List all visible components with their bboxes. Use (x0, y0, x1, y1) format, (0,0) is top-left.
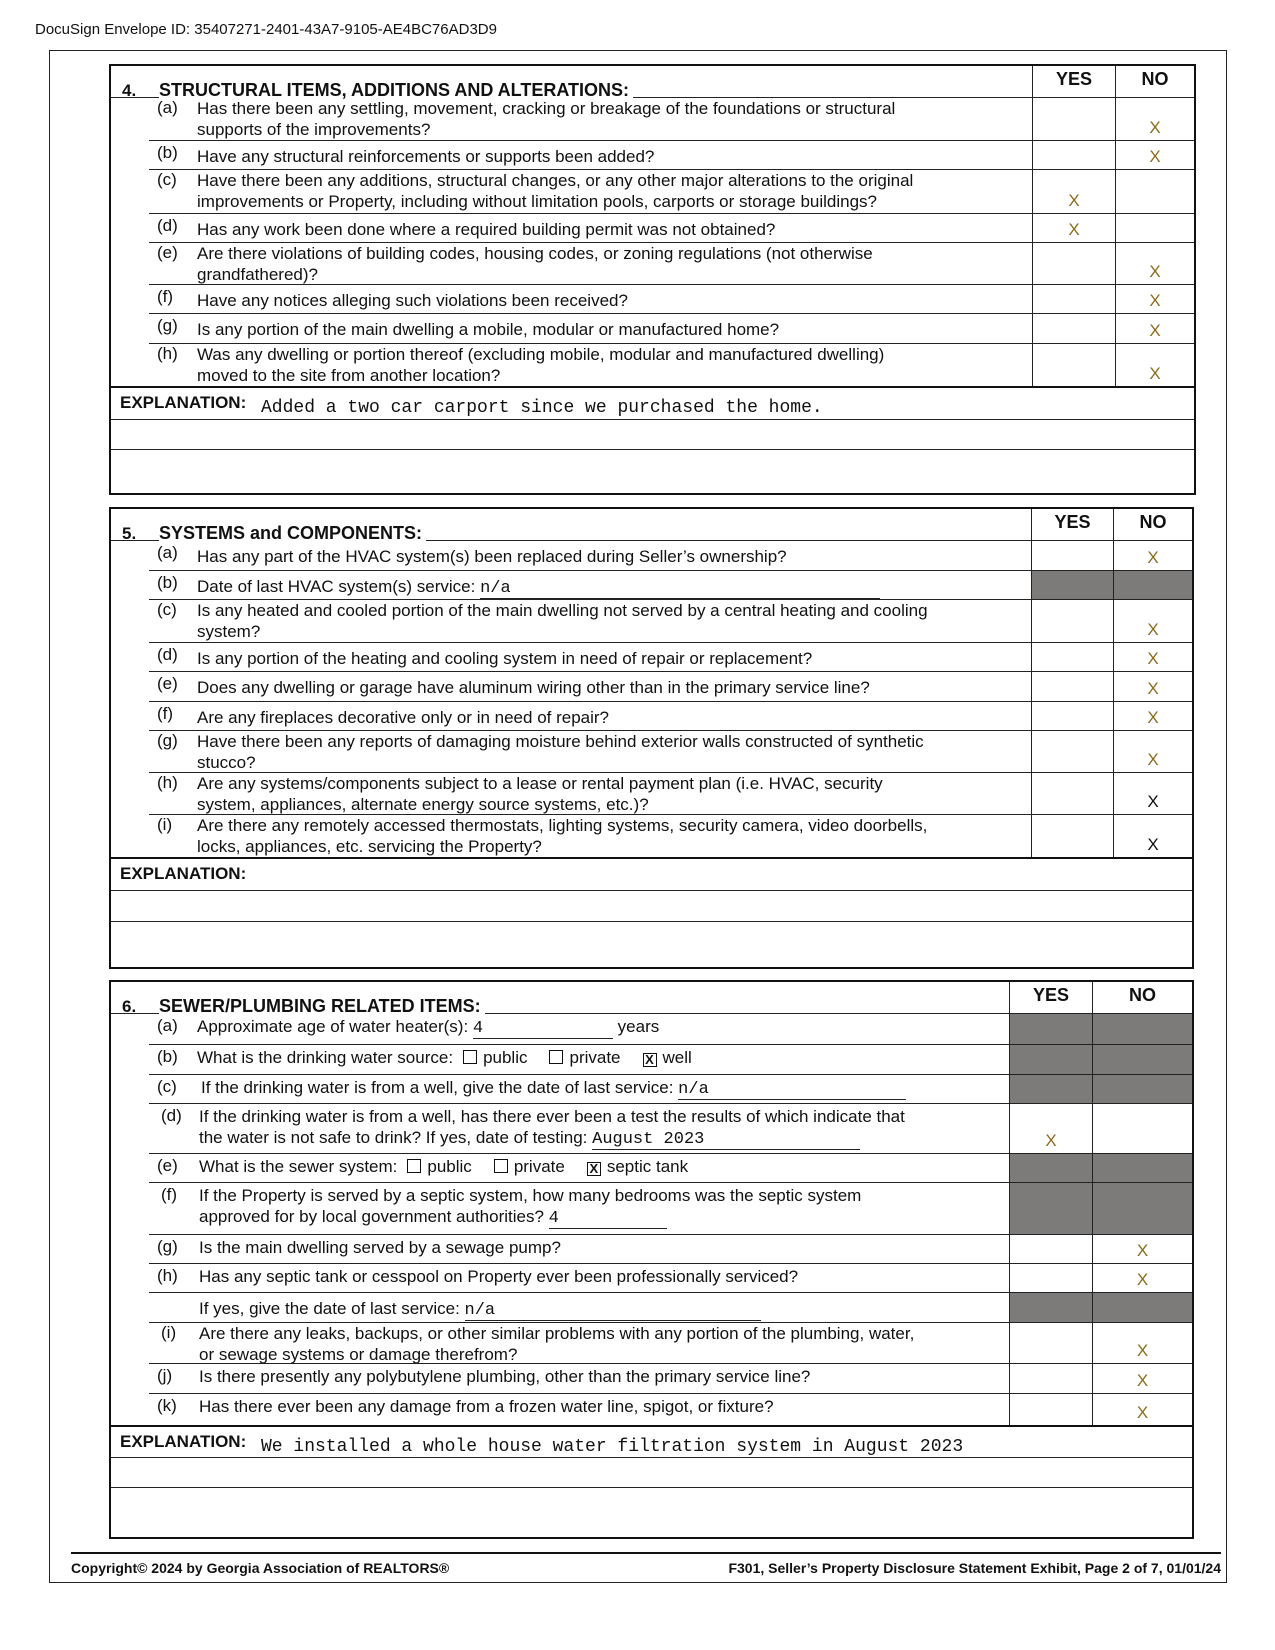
yes-cell[interactable] (1032, 285, 1115, 313)
no-mark: X (1147, 792, 1159, 811)
no-mark: X (1147, 750, 1159, 769)
yes-column-header: YES (1032, 66, 1115, 97)
item-question: What is the sewer system: public private X septic tank (199, 1157, 689, 1176)
no-cell[interactable] (1092, 1323, 1192, 1363)
item-letter: (g) (157, 731, 178, 750)
s6-item-c (149, 1075, 1192, 1104)
yes-cell[interactable] (1009, 1394, 1092, 1425)
item-question: Is any heated and cooled portion of the main dwelling not served by a central heating and cooling system? (197, 601, 928, 641)
item-letter: (i) (157, 815, 173, 834)
s6-item-i (149, 1323, 1192, 1364)
septic-service-date-field[interactable]: n/a (465, 1302, 761, 1321)
no-mark: X (1149, 291, 1161, 310)
checkbox-septic-checked[interactable]: X (587, 1162, 601, 1176)
yes-cell[interactable] (1032, 98, 1115, 140)
section-6-explanation-text[interactable]: We installed a whole house water filtration system in August 2023 (261, 1437, 964, 1457)
item-letter: (h) (157, 773, 178, 792)
no-cell (1113, 571, 1192, 599)
s6-item-h-date (149, 1293, 1192, 1323)
no-mark: X (1136, 1241, 1149, 1260)
yes-cell[interactable] (1032, 141, 1115, 169)
yes-cell (1009, 1045, 1092, 1074)
no-mark: X (1149, 118, 1161, 137)
item-question: If the Property is served by a septic system, how many bedrooms was the septic system approved for by local government authorities? 4 (199, 1186, 862, 1228)
yes-cell[interactable] (1032, 314, 1115, 343)
yes-cell[interactable] (1009, 1323, 1092, 1363)
checkbox-private[interactable] (494, 1159, 508, 1173)
no-cell[interactable] (1092, 1235, 1192, 1263)
no-cell[interactable] (1115, 285, 1194, 313)
envelope-id: DocuSign Envelope ID: 35407271-2401-43A7-9105-AE4BC76AD3D9 (35, 21, 497, 38)
s5-item-h (149, 773, 1192, 815)
section-5-header (111, 509, 1192, 541)
item-letter: (d) (161, 1106, 182, 1125)
no-cell (1092, 1154, 1192, 1182)
s5-item-b (149, 571, 1192, 600)
item-question: Has any part of the HVAC system(s) been replaced during Seller’s ownership? (197, 547, 787, 566)
item-letter: (d) (157, 645, 178, 664)
explanation-line (111, 1457, 1192, 1458)
item-letter: (e) (157, 1156, 178, 1175)
item-letter: (g) (157, 316, 178, 335)
explanation-label: EXPLANATION: (120, 393, 247, 412)
no-cell[interactable] (1115, 141, 1194, 169)
item-letter: (g) (157, 1237, 178, 1256)
yes-cell[interactable] (1009, 1264, 1092, 1292)
item-letter: (h) (157, 1266, 178, 1285)
section-6-number: 6. (122, 997, 137, 1016)
no-cell[interactable] (1113, 731, 1192, 772)
item-letter: (f) (157, 704, 174, 723)
item-question: Have there been any reports of damaging moisture behind exterior walls constructed of synthetic stucco? (197, 732, 924, 772)
s4-item-h (149, 344, 1194, 386)
yes-cell (1009, 1014, 1092, 1044)
s6-item-j (149, 1364, 1192, 1394)
item-question: If the drinking water is from a well, has there ever been a test the results of which indicate that the water is not safe to drink? If yes, date of testing: August 2023 (199, 1107, 905, 1149)
explanation-line (111, 1487, 1192, 1488)
no-mark: X (1136, 1341, 1149, 1360)
item-question: Was any dwelling or portion thereof (excluding mobile, modular and manufactured dwelling) moved to the site from another location? (197, 345, 885, 385)
checkbox-public[interactable] (463, 1050, 477, 1064)
item-question: Is any portion of the heating and cooling system in need of repair or replacement? (197, 649, 813, 668)
section-4-explanation (111, 386, 1194, 481)
item-question: Are any fireplaces decorative only or in need of repair? (197, 708, 610, 727)
s6-item-g (149, 1235, 1192, 1264)
no-cell (1092, 1183, 1192, 1234)
no-mark: X (1136, 1403, 1149, 1422)
no-column-header: NO (1115, 66, 1194, 97)
yes-cell[interactable] (1032, 170, 1115, 213)
no-cell[interactable] (1092, 1104, 1192, 1153)
no-mark: X (1149, 321, 1161, 340)
section-4-number: 4. (122, 81, 137, 100)
item-question: Have there been any additions, structural changes, or any other major alterations to the original improvements or Property, including without limitation pools, carports or storage buildings? (197, 171, 914, 211)
no-cell (1092, 1014, 1192, 1044)
item-question: Approximate age of water heater(s): 4 years (197, 1017, 660, 1038)
item-letter: (f) (161, 1185, 178, 1204)
s4-item-f (149, 285, 1194, 314)
item-letter: (a) (157, 1016, 178, 1035)
yes-cell[interactable] (1031, 541, 1113, 570)
item-letter: (h) (157, 344, 178, 363)
item-question: Has any work been done where a required building permit was not obtained? (197, 220, 776, 239)
item-question: If yes, give the date of last service: n/a (199, 1298, 761, 1321)
no-cell[interactable] (1115, 170, 1194, 213)
item-question: Has there been any settling, movement, cracking or breakage of the foundations or structural supports of the improvements? (197, 99, 896, 139)
no-cell (1092, 1045, 1192, 1074)
no-column-header: NO (1113, 509, 1192, 540)
no-mark: X (1147, 620, 1159, 639)
hvac-service-date-field[interactable]: n/a (480, 580, 880, 599)
item-letter: (i) (161, 1323, 177, 1342)
yes-cell[interactable] (1032, 243, 1115, 284)
well-service-date-field[interactable]: n/a (678, 1081, 906, 1100)
yes-mark: X (1068, 191, 1080, 210)
item-question: What is the drinking water source: public private X well (197, 1048, 692, 1067)
no-cell[interactable] (1115, 243, 1194, 284)
item-question: Is any portion of the main dwelling a mobile, modular or manufactured home? (197, 320, 780, 339)
yes-cell[interactable] (1009, 1364, 1092, 1393)
no-cell[interactable] (1113, 773, 1192, 814)
no-mark: X (1147, 649, 1159, 668)
section-5 (109, 507, 1194, 969)
water-heater-age-field[interactable]: 4 (473, 1020, 613, 1039)
no-cell[interactable] (1115, 314, 1194, 343)
yes-mark: X (1068, 220, 1080, 239)
s6-item-e (149, 1154, 1192, 1183)
section-4-header (111, 66, 1194, 98)
no-cell[interactable] (1115, 98, 1194, 140)
explanation-line (111, 921, 1192, 922)
no-mark: X (1147, 548, 1159, 567)
no-cell[interactable] (1113, 643, 1192, 671)
item-question: Has any septic tank or cesspool on Property ever been professionally serviced? (199, 1267, 799, 1286)
section-6 (109, 980, 1194, 1539)
yes-cell[interactable] (1031, 672, 1113, 701)
item-question: Are there violations of building codes, housing codes, or zoning regulations (not otherwise grandfathered)? (197, 244, 873, 284)
s6-item-d (149, 1104, 1192, 1154)
s6-item-k (149, 1394, 1192, 1425)
no-mark: X (1147, 708, 1159, 727)
s5-item-c (149, 600, 1192, 643)
no-cell[interactable] (1113, 702, 1192, 730)
no-cell[interactable] (1113, 672, 1192, 701)
item-letter: (f) (157, 287, 174, 306)
yes-cell[interactable] (1031, 702, 1113, 730)
no-mark: X (1136, 1270, 1149, 1289)
item-question: Date of last HVAC system(s) service: n/a (197, 576, 880, 599)
s4-item-g (149, 314, 1194, 344)
item-question: Is there presently any polybutylene plumbing, other than the primary service line? (199, 1367, 811, 1386)
no-cell[interactable] (1092, 1394, 1192, 1425)
yes-column-header: YES (1031, 509, 1113, 540)
no-cell[interactable] (1113, 600, 1192, 642)
section-4-explanation-text[interactable]: Added a two car carport since we purchased the home. (261, 398, 823, 418)
section-4 (109, 64, 1196, 495)
item-letter: (b) (157, 1047, 178, 1066)
explanation-label: EXPLANATION: (120, 864, 247, 883)
s6-item-f (149, 1183, 1192, 1235)
footer (71, 1552, 1221, 1576)
s5-item-a (149, 541, 1192, 571)
item-question: Are any systems/components subject to a lease or rental payment plan (i.e. HVAC, security system, appliances, alternate energy source systems, etc.)? (197, 774, 883, 814)
checkbox-private[interactable] (549, 1050, 563, 1064)
explanation-line (111, 419, 1194, 420)
item-letter: (b) (157, 143, 178, 162)
no-cell[interactable] (1113, 815, 1192, 857)
item-letter: (j) (157, 1366, 173, 1385)
no-cell (1092, 1075, 1192, 1103)
item-question: Has there ever been any damage from a frozen water line, spigot, or fixture? (199, 1397, 774, 1416)
s5-item-g (149, 731, 1192, 773)
no-cell[interactable] (1115, 214, 1194, 242)
s6-item-h (149, 1264, 1192, 1293)
item-letter: (d) (157, 216, 178, 235)
no-cell[interactable] (1115, 344, 1194, 386)
s4-item-e (149, 243, 1194, 285)
item-letter: (c) (157, 1077, 177, 1096)
yes-cell[interactable] (1031, 773, 1113, 814)
section-6-header (111, 982, 1192, 1014)
yes-cell (1031, 571, 1113, 599)
water-test-date-field[interactable]: August 2023 (592, 1131, 860, 1150)
item-letter: (a) (157, 543, 178, 562)
s5-item-i (149, 815, 1192, 857)
item-question: Are there any remotely accessed thermostats, lighting systems, security camera, video doorbells, locks, appliances, etc. servicing the Property? (197, 816, 928, 856)
septic-bedrooms-field[interactable]: 4 (549, 1210, 667, 1229)
checkbox-public[interactable] (407, 1159, 421, 1173)
yes-cell (1009, 1183, 1092, 1234)
no-mark: X (1147, 835, 1159, 854)
yes-cell (1009, 1293, 1092, 1322)
item-question: Are there any leaks, backups, or other similar problems with any portion of the plumbing, water, or sewage systems or damage therefrom? (199, 1324, 915, 1364)
no-mark: X (1149, 364, 1161, 383)
yes-cell[interactable] (1032, 214, 1115, 242)
section-5-explanation (111, 857, 1192, 953)
yes-cell[interactable] (1009, 1104, 1092, 1153)
footer-copyright: Copyright© 2024 by Georgia Association of REALTORS® (71, 1560, 450, 1576)
item-question: Does any dwelling or garage have aluminum wiring other than in the primary service line? (197, 678, 870, 697)
yes-cell[interactable] (1032, 344, 1115, 386)
no-column-header: NO (1092, 982, 1192, 1013)
s6-item-a (149, 1014, 1192, 1045)
footer-form-id: F301, Seller’s Property Disclosure Statement Exhibit, Page 2 of 7, 01/01/24 (728, 1560, 1221, 1576)
item-letter: (e) (157, 243, 178, 262)
yes-cell[interactable] (1031, 815, 1113, 857)
yes-cell[interactable] (1031, 731, 1113, 772)
s5-item-f (149, 702, 1192, 731)
no-cell[interactable] (1092, 1264, 1192, 1292)
yes-cell (1009, 1075, 1092, 1103)
yes-column-header: YES (1009, 982, 1092, 1013)
no-mark: X (1136, 1371, 1149, 1390)
no-mark: X (1149, 262, 1161, 281)
item-letter: (c) (157, 600, 177, 619)
s4-item-a (149, 98, 1194, 141)
checkbox-well-checked[interactable]: X (643, 1053, 657, 1067)
s5-item-e (149, 672, 1192, 702)
section-6-explanation (111, 1425, 1192, 1517)
explanation-label: EXPLANATION: (120, 1432, 247, 1451)
item-letter: (e) (157, 674, 178, 693)
section-4-title: STRUCTURAL ITEMS, ADDITIONS AND ALTERATIONS: (159, 80, 1194, 101)
item-letter: (b) (157, 573, 178, 592)
s6-item-b (149, 1045, 1192, 1075)
s4-item-b (149, 141, 1194, 170)
item-question: Have any structural reinforcements or supports been added? (197, 147, 655, 166)
explanation-line (111, 890, 1192, 891)
no-cell[interactable] (1092, 1364, 1192, 1393)
item-question: Have any notices alleging such violations been received? (197, 291, 628, 310)
section-5-number: 5. (122, 524, 137, 543)
no-cell[interactable] (1113, 541, 1192, 570)
yes-cell[interactable] (1031, 643, 1113, 671)
yes-cell[interactable] (1009, 1235, 1092, 1263)
section-5-title: SYSTEMS and COMPONENTS: (159, 523, 1192, 544)
no-mark: X (1147, 679, 1159, 698)
yes-cell (1009, 1154, 1092, 1182)
item-question: If the drinking water is from a well, give the date of last service: n/a (201, 1077, 906, 1100)
s5-item-d (149, 643, 1192, 672)
explanation-line (111, 449, 1194, 450)
no-cell (1092, 1293, 1192, 1322)
section-6-title: SEWER/PLUMBING RELATED ITEMS: (159, 996, 1192, 1017)
item-letter: (k) (157, 1396, 177, 1415)
item-letter: (c) (157, 170, 177, 189)
yes-cell[interactable] (1031, 600, 1113, 642)
yes-mark: X (1045, 1131, 1057, 1150)
no-mark: X (1149, 147, 1161, 166)
s4-item-c (149, 170, 1194, 214)
s4-item-d (149, 214, 1194, 243)
item-letter: (a) (157, 98, 178, 117)
item-question: Is the main dwelling served by a sewage pump? (199, 1238, 561, 1257)
